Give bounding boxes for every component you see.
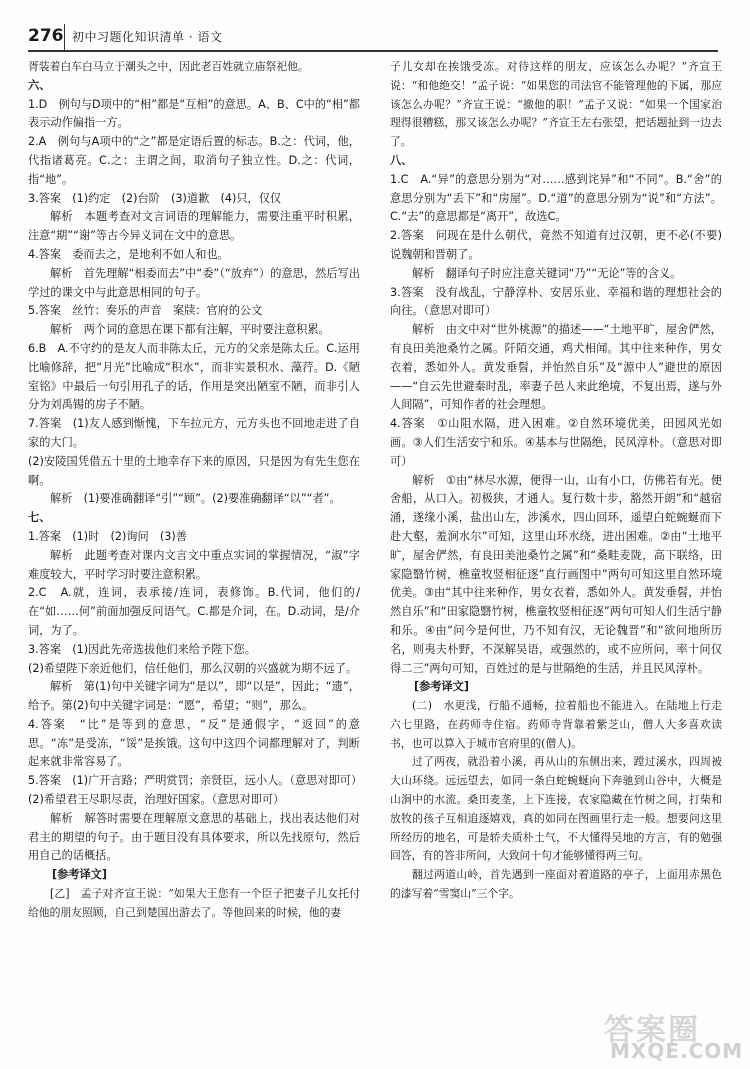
left-paragraph: 解析 第(1)句中关键字词为“是以”，即“以是”，因此；“遗”，给予。第(2)句中关键字词是：“愿”，希望；“则”，那么。 (28, 680, 360, 713)
header-rule (28, 50, 718, 52)
left-column (28, 58, 363, 923)
right-paragraph: 翻过两道山岭，首先遇到一座面对着道路的亭子，上面用赤黑色的漆写着“雪窦山”三个字。 (390, 868, 722, 901)
left-paragraph: (2)安陵国凭借五十里的土地幸存下来的原因，只是因为有先生您在啊。 (28, 454, 360, 487)
right-paragraph: (二) 水更浅，行船不通畅，拉着船也不能进入。在陆地上行走六七里路，在药师寺住宿。药师寺背靠着紫芝山，僧人大多喜欢读书，也可以算入于城市官府里的(僧人)。 (390, 699, 722, 750)
right-paragraph: 1.C A.“异”的意思分别为“对……感到诧异”和“不同”。B.“舍”的意思分别为“丢下”和“房屋”。D.“道”的意思分别为“说”和“方法”。C.“去”的意思都是“离开”，故选C。 (390, 172, 722, 224)
left-paragraph: 5.答案 丝竹：奏乐的声音 案牍：官府的公文 (28, 304, 263, 318)
left-paragraph: 1.D 例句与D项中的“相”都是“互相”的意思。A、B、C中的“相”都表示动作偏指一方。 (28, 97, 360, 130)
right-paragraph: 解析 ①由“林尽水源，便得一山，山有小口，仿佛若有光。便舍船，从口入。初极狭，才通人。复行数十步，豁然开朗”和“越宿涌，遂缘小溪，盐出山左，涉溪水，四山回环，遥望白蛇蜿蜒而下赴大壑，羞涧水尔”可知，这里山环水绕，进出困难。②由“土地平旷，屋舍俨然，有良田美池桑竹之属”和“桑畦麦陇，高下联络，田家隐翳竹树，樵童牧竖相征逐”直行画图中”两句可知这里自然环境优美。③由“其中往来种作，男女衣着，悉如外人。黄发垂髫，并怡然自乐”和“田家隐翳竹树，樵童牧竖相征逐”两句可知人们生活宁静和乐。④由“问今是何世，乃不知有汉，无论魏晋”和“欲问地所历名，则夷夫朴野，不深解吴语，或强然的，或不应所问，率十问仅得二三”两句可知，百姓过的是与世隔绝的生活，并且民风淳朴。 (390, 473, 722, 675)
right-column (390, 58, 722, 904)
left-paragraph: [参考译文] (52, 868, 107, 882)
page-header (28, 24, 718, 54)
right-paragraph: 过了两夜，就沿着小溪，再从山的东侧出来，蹚过溪水，四周被大山环绕。远远望去，如同一条白蛇蜿蜒向下奔驰到山谷中，大概是山涧中的水流。桑田麦垄，上下连接，农家隐藏在竹树之间，打柴和放牧的孩子互相追逐嬉戏，真的如同在图画里行走一般。想要问这里所经历的地名，可是轿夫质朴土气，不大懂得吴地的方言，有的勉强回答，有的答非所问，大致问十句才能够懂得两三句。 (390, 755, 722, 863)
left-paragraph: 7.答案 (1)友人感到惭愧，下车拉元方，元方头也不回地走进了自家的大门。 (28, 417, 360, 449)
left-paragraph: (2)希望君王尽职尽责，治理好国家。（意思对即可） (28, 793, 285, 807)
left-paragraph: 1.答案 (1)时 (2)询问 (3)善 (28, 529, 187, 543)
right-paragraph: 子儿女却在挨饿受冻。对待这样的朋友，应该怎么办呢？”齐宣王说：“和他绝交！”孟子说：“如果您的司法官不能管理他的下属，那应该怎么办呢？”齐宣王说：“撤他的职！”孟子又说：“如果一个国家治理得很糟糕，那又该怎么办呢？”齐宣王左右张望，把话题扯到一边去了。 (390, 60, 722, 149)
left-paragraph: 解析 (1)要准确翻译“引”“顾”。(2)要准确翻译“以”“者”。 (50, 492, 341, 506)
left-paragraph: 3.答案 (1)约定 (2)台阶 (3)道歉 (4)只，仅仅 (28, 191, 282, 205)
right-paragraph: 3.答案 没有战乱，宁静淳朴、安居乐业、幸福和谐的理想社会的向往。（意思对即可） (390, 285, 722, 318)
left-paragraph: 2.A 例句与A项中的“之”都是定语后置的标志。B.之：代词，他，代指诸葛亮。C.之：主谓之间，取消句子独立性。D.之：代词，指“地”。 (28, 135, 360, 186)
right-paragraph: 4.答案 ①山阻水隔，进入困难。②自然环境优美，田园风光如画。③人们生活安宁和乐。④基本与世隔绝，民风淳朴。（意思对即可） (390, 417, 722, 468)
right-paragraph: 解析 翻译句子时应注意关键词“乃”“无论”等的含义。 (412, 266, 682, 280)
left-paragraph: 七、 (28, 511, 51, 525)
left-paragraph: 解析 此题考查对课内文言文中重点实词的掌握情况，“淑”字难度较大，平时学习时要注意积累。 (28, 548, 360, 581)
left-paragraph: 解析 解答时需要在理解原文意思的基础上，找出表达他们对君主的期望的句子。由于题目没有具体要求，所以先找原句，然后用自己的话概括。 (28, 811, 360, 863)
left-paragraph: (2)希望陛下亲近他们，信任他们，那么汉朝的兴盛就为期不远了。 (28, 661, 358, 675)
left-paragraph: 4.答案 委而去之，是地利不如人和也。 (28, 247, 229, 261)
left-paragraph: [乙] 孟子对齐宣王说：“如果大王您有一个臣子把妻子儿女托付给他的朋友照顾，自己到楚国出游去了。等他回来的时候，他的妻 (28, 887, 360, 919)
left-paragraph: 胥装着白车白马立于潮头之中，因此老百姓就立庙祭祀他。 (28, 60, 309, 73)
left-paragraph: 4.答案 “比”是等到的意思，“反”是通假字，“返回”的意思。“冻”是受冻，“馁”是挨饿。这句中这四个词都理解对了，判断起来就非常容易了。 (28, 717, 360, 769)
left-paragraph: 5.答案 (1)广开言路；严明赏罚；亲贤臣，远小人。（意思对即可） (28, 774, 363, 788)
left-paragraph: 3.答案 (1)因此先帝选拔他们来给予陛下您。 (28, 642, 256, 656)
page-number: 276 (28, 26, 64, 46)
right-paragraph: 八、 (390, 153, 413, 167)
left-paragraph: 解析 两个词的意思在课下都有注解，平时要注意积累。 (50, 323, 330, 337)
left-paragraph: 六、 (28, 78, 51, 92)
book-title: 初中习题化知识清单 · 语文 (72, 30, 223, 44)
left-paragraph: 2.C A.就，连词，表承接/连词，表修饰。B.代词，他们的/在“如……何”前面加强反问语气。C.都是介词，在。D.动词，是/介词，为了。 (28, 586, 360, 637)
left-paragraph: 解析 首先理解“相委而去”中“委”（“放弃”）的意思，然后写出学过的课文中与此意思相同的句子。 (28, 266, 360, 299)
watermark-url: MXQE.COM (610, 1039, 744, 1063)
right-paragraph: [参考译文] (414, 680, 469, 694)
watermark-text: 答案圈 (604, 1013, 700, 1048)
left-paragraph: 解析 本题考查对文言词语的理解能力，需要注重平时积累，注意“期”“谢”等古今异义词在文中的意思。 (28, 210, 360, 243)
watermark-logo (600, 1005, 744, 1065)
right-paragraph: 2.答案 问现在是什么朝代，竟然不知道有过汉朝，更不必(不要)说魏朝和晋朝了。 (390, 229, 722, 261)
header-divider (64, 24, 65, 50)
left-paragraph: 6.B A.不守约的是友人而非陈太丘，元方的父亲是陈太丘。C.运用比喻修辞，把“月光”比喻成“积水”，而非实景积水、藻荇。D.《陋室铭》中最后一句引用孔子的话，作用是突出陋室不陋，而非引人分为刘禹锡的房子不陋。 (28, 341, 360, 412)
right-paragraph: 解析 由文中对“世外桃源”的描述——“土地平旷，屋舍俨然，有良田美池桑竹之属。阡陌交通，鸡犬相闻。其中往来种作，男女衣着，悉如外人。黄发垂髫，并怡然自乐”及“源中人”避世的原因——“自云先世避秦时乱，率妻子邑人来此绝境，不复出焉，遂与外人间隔”，可知作者的社会理想。 (390, 323, 722, 412)
